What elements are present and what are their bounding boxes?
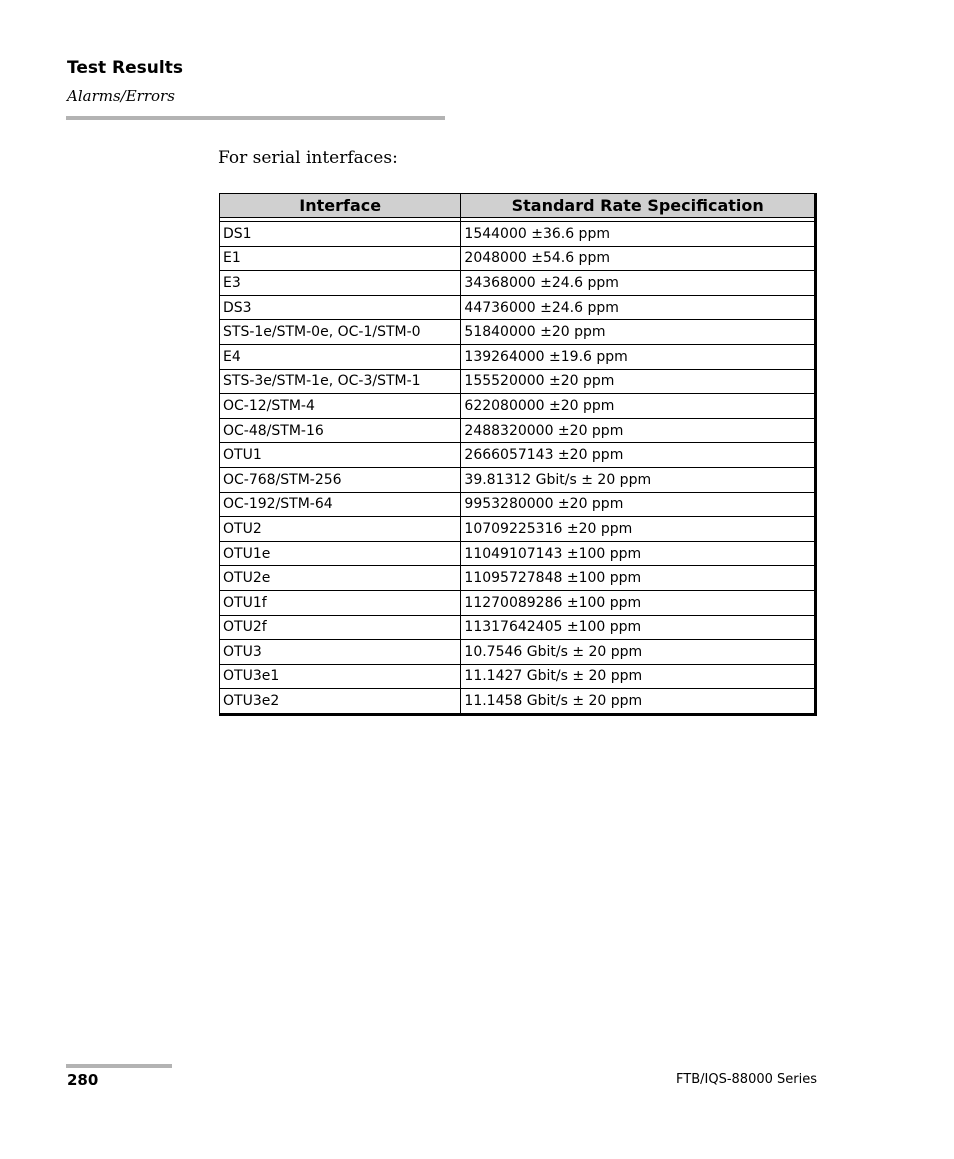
rate-cell: 11095727848 ±100 ppm bbox=[461, 566, 816, 591]
rate-cell: 39.81312 Gbit/s ± 20 ppm bbox=[461, 467, 816, 492]
table-row bbox=[220, 517, 816, 542]
rate-cell: 10.7546 Gbit/s ± 20 ppm bbox=[461, 640, 816, 665]
table-row bbox=[220, 590, 816, 615]
table-row bbox=[220, 689, 816, 715]
rate-cell: 11.1458 Gbit/s ± 20 ppm bbox=[461, 689, 816, 715]
rate-cell: 9953280000 ±20 ppm bbox=[461, 492, 816, 517]
table-row bbox=[220, 369, 816, 394]
interface-cell: OTU1f bbox=[220, 590, 461, 615]
section-title: Test Results bbox=[67, 58, 183, 78]
table-row bbox=[220, 222, 816, 247]
rate-cell: 44736000 ±24.6 ppm bbox=[461, 295, 816, 320]
table-row bbox=[220, 467, 816, 492]
rate-cell: 2666057143 ±20 ppm bbox=[461, 443, 816, 468]
interface-cell: OTU3e2 bbox=[220, 689, 461, 715]
rate-cell: 2048000 ±54.6 ppm bbox=[461, 246, 816, 271]
interface-cell: OC-192/STM-64 bbox=[220, 492, 461, 517]
rate-cell: 11.1427 Gbit/s ± 20 ppm bbox=[461, 664, 816, 689]
rate-cell: 10709225316 ±20 ppm bbox=[461, 517, 816, 542]
rate-cell: 51840000 ±20 ppm bbox=[461, 320, 816, 345]
interface-cell: STS-1e/STM-0e, OC-1/STM-0 bbox=[220, 320, 461, 345]
page-number: 280 bbox=[67, 1071, 99, 1089]
intro-text: For serial interfaces: bbox=[218, 148, 398, 168]
table-row bbox=[220, 271, 816, 296]
interface-cell: OC-768/STM-256 bbox=[220, 467, 461, 492]
rate-cell: 139264000 ±19.6 ppm bbox=[461, 344, 816, 369]
interface-cell: OTU3e1 bbox=[220, 664, 461, 689]
table-row bbox=[220, 664, 816, 689]
interface-cell: OC-48/STM-16 bbox=[220, 418, 461, 443]
interface-cell: OTU1 bbox=[220, 443, 461, 468]
interface-cell: OTU2e bbox=[220, 566, 461, 591]
footer-rule bbox=[66, 1064, 172, 1068]
rate-cell: 1544000 ±36.6 ppm bbox=[461, 222, 816, 247]
rate-cell: 622080000 ±20 ppm bbox=[461, 394, 816, 419]
rate-cell: 34368000 ±24.6 ppm bbox=[461, 271, 816, 296]
interface-cell: OTU1e bbox=[220, 541, 461, 566]
interface-cell: E1 bbox=[220, 246, 461, 271]
table-body bbox=[220, 218, 816, 715]
section-subtitle: Alarms/Errors bbox=[67, 87, 175, 105]
interface-cell: DS1 bbox=[220, 222, 461, 247]
rate-cell: 11270089286 ±100 ppm bbox=[461, 590, 816, 615]
column-header-rate: Standard Rate Specification bbox=[461, 194, 816, 218]
interface-cell: E3 bbox=[220, 271, 461, 296]
interface-cell: OTU2 bbox=[220, 517, 461, 542]
table-row bbox=[220, 344, 816, 369]
rate-cell: 11317642405 ±100 ppm bbox=[461, 615, 816, 640]
interface-cell: DS3 bbox=[220, 295, 461, 320]
table-row bbox=[220, 566, 816, 591]
interface-cell: OTU2f bbox=[220, 615, 461, 640]
interface-cell: OC-12/STM-4 bbox=[220, 394, 461, 419]
table-row bbox=[220, 246, 816, 271]
series-name: FTB/IQS-88000 Series bbox=[676, 1072, 817, 1087]
rate-cell: 155520000 ±20 ppm bbox=[461, 369, 816, 394]
table-row bbox=[220, 615, 816, 640]
table-row bbox=[220, 295, 816, 320]
rate-table-container bbox=[219, 193, 820, 716]
rate-specification-table bbox=[219, 193, 817, 716]
table-row bbox=[220, 492, 816, 517]
table-row bbox=[220, 394, 816, 419]
table-row bbox=[220, 320, 816, 345]
table-row bbox=[220, 640, 816, 665]
column-header-interface: Interface bbox=[220, 194, 461, 218]
table-header-row bbox=[220, 194, 816, 218]
rate-cell: 2488320000 ±20 ppm bbox=[461, 418, 816, 443]
table-row bbox=[220, 443, 816, 468]
table-row bbox=[220, 418, 816, 443]
interface-cell: STS-3e/STM-1e, OC-3/STM-1 bbox=[220, 369, 461, 394]
interface-cell: E4 bbox=[220, 344, 461, 369]
table-row bbox=[220, 541, 816, 566]
rate-cell: 11049107143 ±100 ppm bbox=[461, 541, 816, 566]
header-rule bbox=[66, 116, 445, 120]
interface-cell: OTU3 bbox=[220, 640, 461, 665]
